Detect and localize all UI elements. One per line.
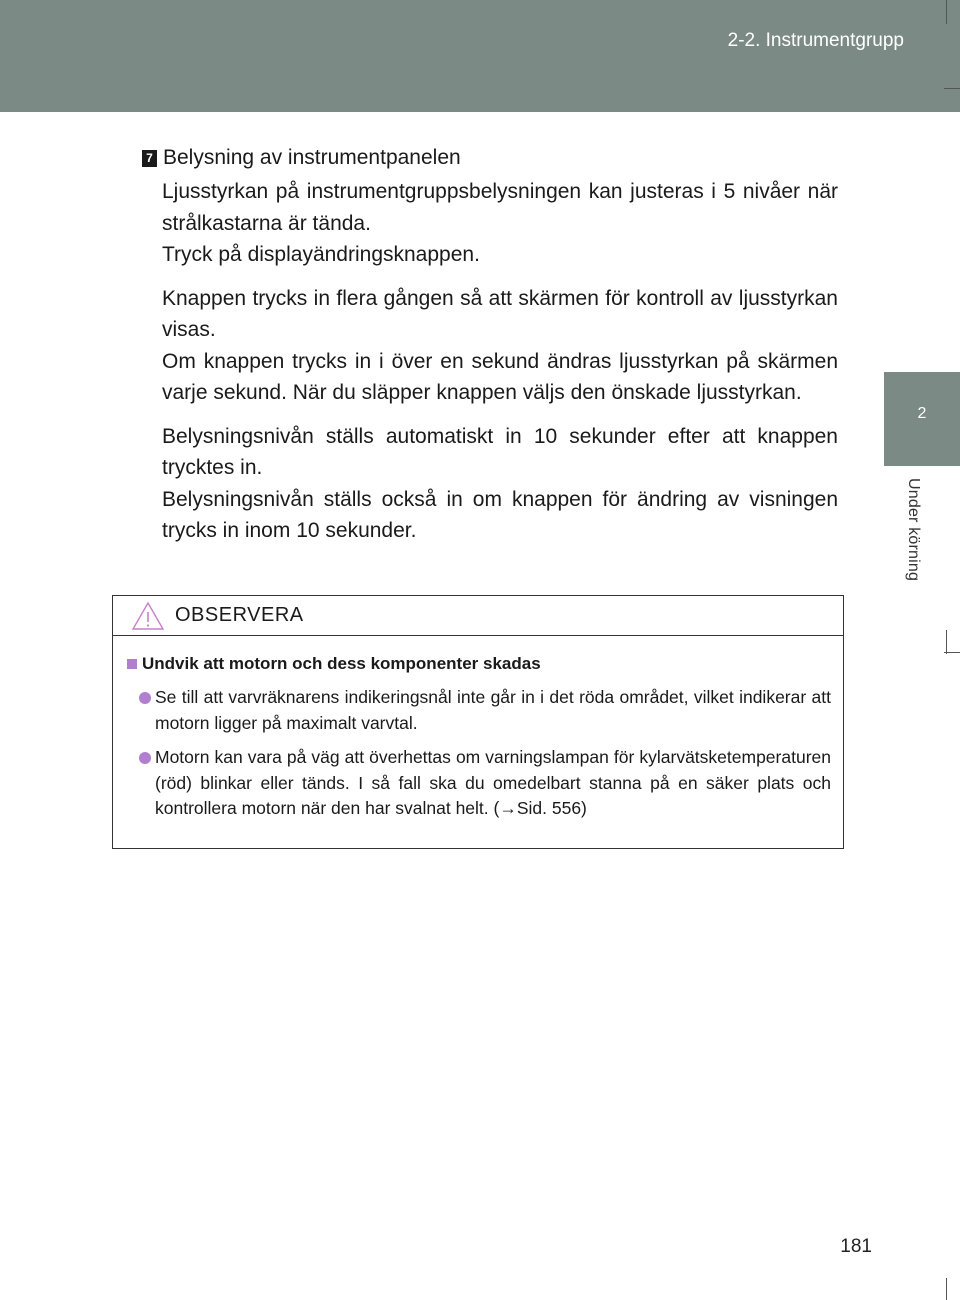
warning-title: OBSERVERA xyxy=(175,604,304,626)
warning-header xyxy=(113,596,843,636)
warning-bullet xyxy=(127,745,831,822)
warning-bullet xyxy=(127,685,831,736)
paragraph-line: Om knappen trycks in i över en sekund ändras ljusstyrkan på skärmen varje sekund. När du släpper knappen väljs den önskade ljusstyrkan. xyxy=(162,349,838,404)
chapter-tab xyxy=(884,372,960,466)
paragraph-line: Knappen trycks in flera gången så att skärmen för kontroll av ljusstyrkan visas. xyxy=(162,286,838,341)
subheading-text: Undvik att motorn och dess komponenter skadas xyxy=(142,654,541,673)
paragraph-line: Belysningsnivån ställs automatiskt in 10 sekunder efter att knappen trycktes in. xyxy=(162,424,838,479)
crop-mark xyxy=(946,630,947,654)
item-number-badge: 7 xyxy=(142,150,157,167)
round-bullet-icon xyxy=(139,692,151,704)
paragraph xyxy=(162,283,838,409)
warning-body xyxy=(113,636,843,822)
paragraph-line: Tryck på displayändringsknappen. xyxy=(162,243,480,266)
crop-mark xyxy=(946,0,947,24)
paragraph xyxy=(162,176,838,271)
warning-box xyxy=(112,595,844,849)
paragraph xyxy=(162,421,838,547)
bullet-text: Motorn kan vara på väg att överhettas om varningslampan för kylarvätsketemperaturen (röd) blinkar eller tänds. I så fall ska du omedelbart stanna på en säker plats och kontrollera motorn när den har svalnat helt. (→Sid. 556) xyxy=(155,747,831,818)
crop-mark xyxy=(946,1278,947,1300)
round-bullet-icon xyxy=(139,752,151,764)
square-bullet-icon xyxy=(127,659,137,669)
paragraph-line: Belysningsnivån ställs också in om knappen för ändring av visningen trycks in inom 10 sekunder. xyxy=(162,487,838,542)
paragraph-line: Ljusstyrkan på instrumentgruppsbelysningen kan justeras i 5 nivåer när strålkastarna är tända. xyxy=(162,180,838,235)
page-number: 181 xyxy=(840,1236,872,1257)
main-content xyxy=(142,142,838,547)
heading-text: Belysning av instrumentpanelen xyxy=(163,146,461,169)
chapter-number: 2 xyxy=(917,405,927,422)
crop-mark xyxy=(944,88,960,89)
bullet-text: Se till att varvräknarens indikeringsnål inte går in i det röda området, vilket indikerar att motorn ligger på maximalt varvtal. xyxy=(155,687,831,733)
chapter-label: Under körning xyxy=(905,478,922,582)
warning-triangle-icon xyxy=(131,601,165,631)
crop-mark xyxy=(944,652,960,653)
warning-subheading xyxy=(127,652,831,676)
page-header xyxy=(0,0,960,112)
section-title: 2-2. Instrumentgrupp xyxy=(727,30,904,51)
section-heading xyxy=(142,142,838,174)
